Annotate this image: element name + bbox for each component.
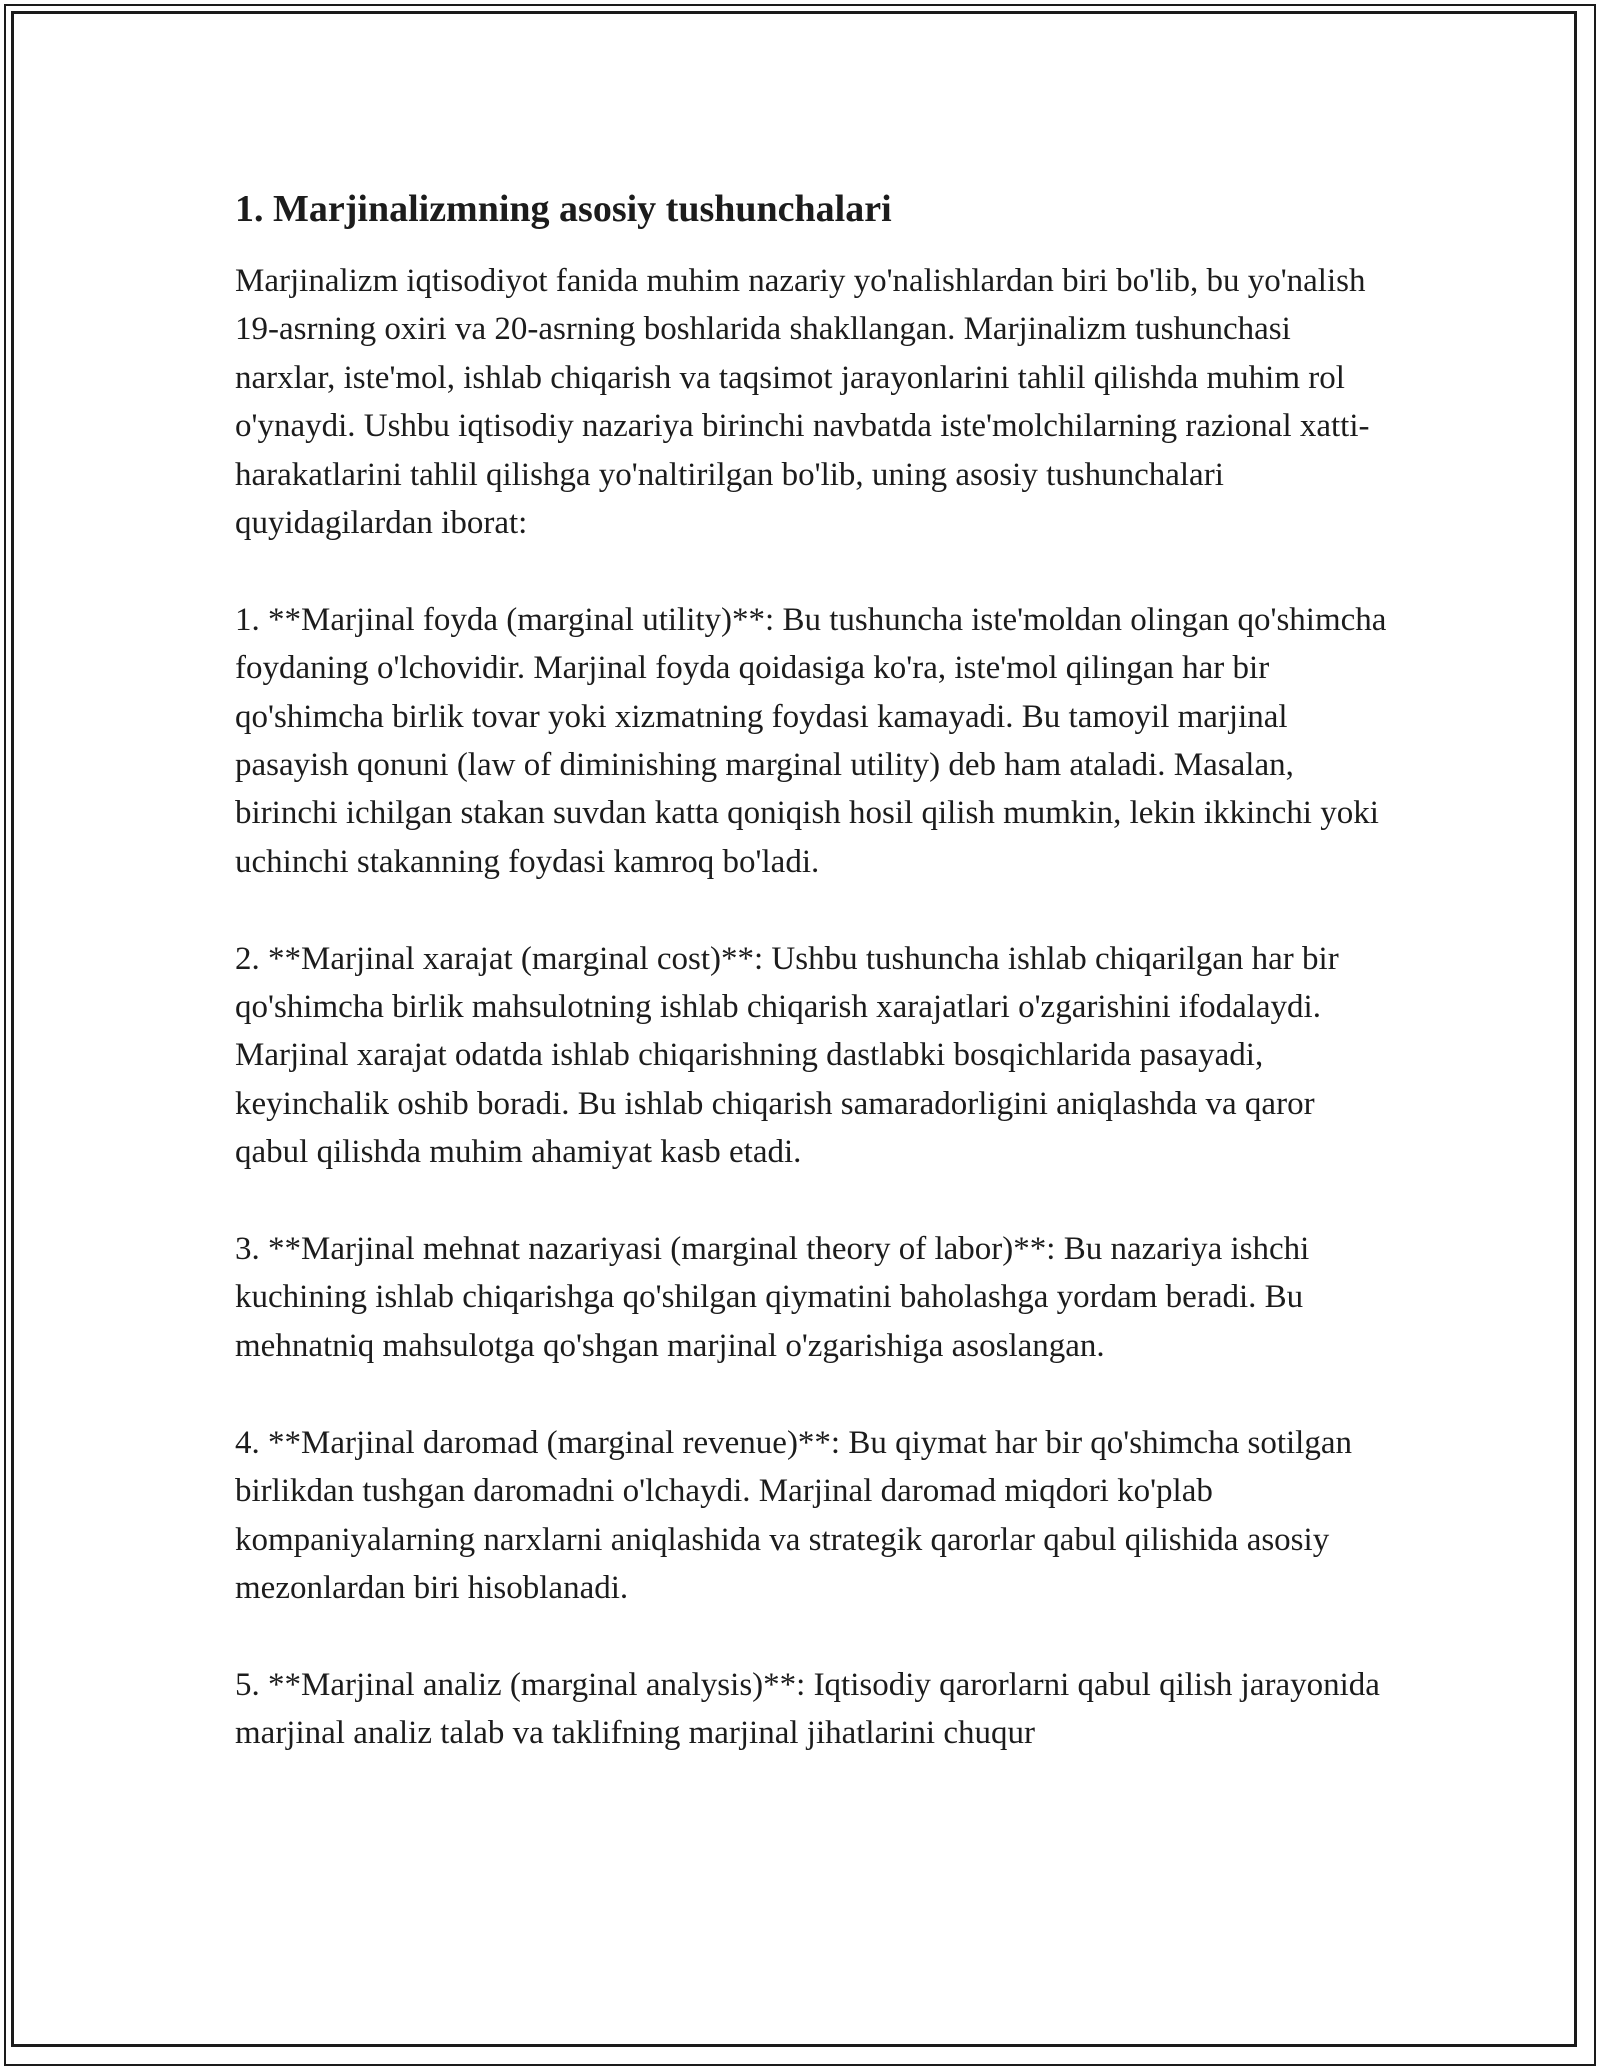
list-item-marginal-labor: 3. **Marjinal mehnat nazariyasi (marginal theory of labor)**: Bu nazariya ishchi kuchining ishlab chiqarishga qo'shilgan qiymatini baholashga yordam beradi. Bu mehnatniq mahsulotga qo'shgan marjinal o'zgarishiga asoslangan. xyxy=(235,1231,1310,1364)
list-item-marginal-utility: 1. **Marjinal foyda (marginal utility)**: Bu tushuncha iste'moldan olingan qo'shimcha foydaning o'lchovidir. Marjinal foyda qoidasiga ko'ra, iste'mol qilingan har bir qo'shimcha birlik tovar yoki xizmatning foydasi kamayadi. Bu tamoyil marjinal pasayish qonuni (law of diminishing marginal utility) deb ham ataladi. Masalan, birinchi ichilgan stakan suvdan katta qoniqish hosil qilish mumkin, lekin ikkinchi yoki uchinchi stakanning foydasi kamroq bo'ladi. xyxy=(235,601,1387,880)
intro-paragraph: Marjinalizm iqtisodiyot fanida muhim nazariy yo'nalishlardan biri bo'lib, bu yo'nalish 19-asrning oxiri va 20-asrning boshlarida shakllangan. Marjinalizm tushunchasi narxlar, iste'mol, ishlab chiqarish va taqsimot jarayonlarini tahlil qilishda muhim rol o'ynaydi. Ushbu iqtisodiy nazariya birinchi navbatda iste'molchilarning razional xatti-harakatlarini tahlil qilishga yo'naltirilgan bo'lib, uning asosiy tushunchalari quyidagilardan iborat: xyxy=(235,263,1370,542)
document-body xyxy=(235,185,1395,1806)
list-item-marginal-revenue: 4. **Marjinal daromad (marginal revenue)**: Bu qiymat har bir qo'shimcha sotilgan birlikdan tushgan daromadni o'lchaydi. Marjinal daromad miqdori ko'plab kompaniyalarning narxlarni aniqlashida va strategik qarorlar qabul qilishida asosiy mezonlardan biri hisoblanadi. xyxy=(235,1424,1352,1606)
section-heading: 1. Marjinalizmning asosiy tushunchalari xyxy=(235,188,892,230)
list-item-marginal-cost: 2. **Marjinal xarajat (marginal cost)**: Ushbu tushuncha ishlab chiqarilgan har bir qo'shimcha birlik mahsulotning ishlab chiqarish xarajatlari o'zgarishini ifodalaydi. Marjinal xarajat odatda ishlab chiqarishning dastlabki bosqichlarida pasayadi, keyinchalik oshib boradi. Bu ishlab chiqarish samaradorligini aniqlashda va qaror qabul qilishda muhim ahamiyat kasb etadi. xyxy=(235,940,1339,1171)
list-item-marginal-analysis: 5. **Marjinal analiz (marginal analysis)**: Iqtisodiy qarorlarni qabul qilish jarayonida marjinal analiz talab va taklifning marjinal jihatlarini chuqur xyxy=(235,1666,1380,1752)
